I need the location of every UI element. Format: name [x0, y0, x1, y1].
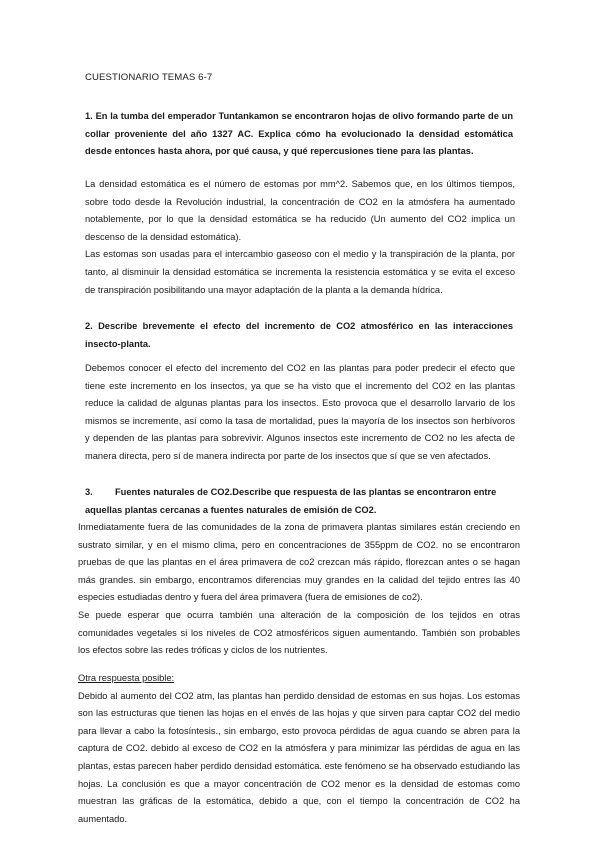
- alternative-answer: [78, 670, 520, 828]
- answer-1-paragraph-1: La densidad estomática es el número de estomas por mm^2. Sabemos que, en los últimos tiempos, sobre todo desde la Revolución industrial, la concentración de CO2 en la atmósfera ha aumentado notablemente, por lo que la densidad estomática se ha reducido (Un aumento del CO2 implica un descenso de la densidad estomática).: [85, 179, 515, 242]
- question-1: [85, 108, 513, 161]
- answer-2: [85, 360, 515, 466]
- answer-1: [85, 176, 515, 299]
- question-3-line-1: Fuentes naturales de CO2.Describe que respuesta de las plantas se encontraron entre: [115, 487, 497, 497]
- document-title: CUESTIONARIO TEMAS 6-7: [85, 72, 213, 83]
- answer-3: [78, 519, 520, 660]
- question-1-text: En la tumba del emperador Tuntankamon se encontraron hojas de olivo formando parte de un collar proveniente del año 1327 AC. Explica cómo ha evolucionado la densidad estomática desde entonces hasta ahora, por qué causa, y qué repercusiones tiene para las plantas.: [85, 111, 513, 157]
- question-2: 2. Describe brevemente el efecto del incremento de CO2 atmosférico en las interacciones insecto-planta.: [85, 321, 513, 349]
- alternative-answer-heading: Otra respuesta posible:: [78, 673, 175, 683]
- question-3-number: 3.: [85, 487, 93, 497]
- answer-3-paragraph-2: Se puede esperar que ocurra también una alteración de la composición de los tejidos en otras comunidades vegetales si los niveles de CO2 atmosféricos siguen aumentando. También son probables los efectos sobre las redes tróficas y ciclos de los nutrientes.: [78, 609, 520, 656]
- question-3-line-2: aquellas plantas cercanas a fuentes naturales de emisión de CO2.: [85, 504, 377, 515]
- alternative-answer-paragraph: Debido al aumento del CO2 atm, las plantas han perdido densidad de estomas en sus hojas. Los estomas son las estructuras que tienen las hojas en el envés de las hojas y que sirven para captar CO2 del medio para llevar a cabo la fotosíntesis., sin embargo, esto provoca pérdidas de agua cuando se abren para la captura de CO2. debido al exceso de CO2 en la atmósfera y para minimizar las pérdidas de agua en las plantas, estas parecen haber perdido densidad estomática. este fenómeno se ha observado estudiando las hojas. La conclusión es que a mayor concentración de CO2 menor es la densidad de estomas como muestran las gráficas de la estomática, debido a que, con el tiempo la concentración de CO2 ha aumentado.: [78, 690, 520, 824]
- question-3: [85, 484, 513, 520]
- answer-1-paragraph-2: Las estomas son usadas para el intercambio gaseoso con el medio y la transpiración de la planta, por tanto, al disminuir la densidad estomática se incrementa la resistencia estomática y se evita el exceso de transpiración posibilitando una mayor adaptación de la planta a la demanda hídrica.: [85, 249, 515, 295]
- answer-3-paragraph-1: Inmediatamente fuera de las comunidades de la zona de primavera plantas similares están creciendo en sustrato similar, y en el mismo clima, pero en concentraciones de 355ppm de CO2. no se encontraron pruebas de que las plantas en el área primavera de co2 crezcan más rápido, florezcan antes o se hagan más grandes. sin embargo, encontramos diferencias muy grandes en la calidad del tejido entres las 40 especies estudiadas dentro y fuera del área primavera (fuera de emisiones de co2).: [78, 522, 520, 603]
- question-1-number: 1.: [85, 111, 93, 121]
- answer-2-paragraph-1: Debemos conocer el efecto del incremento del CO2 en las plantas para poder predecir el efecto que tiene este incremento en los insectos, ya que se ha visto que el incremento del CO2 en las plantas reduce la calidad de algunas plantas para los insectos. Esto provoca que el desarrollo larvario de los mismos se incremente, así como la tasa de mortalidad, pues la mayoría de los insectos son herbívoros y dependen de las plantas para sobrevivir. Algunos insectos este incremento de CO2 no les afecta de manera directa, pero sí de manera indirecta por parte de los insectos que sí que se ven afectados.: [85, 363, 515, 461]
